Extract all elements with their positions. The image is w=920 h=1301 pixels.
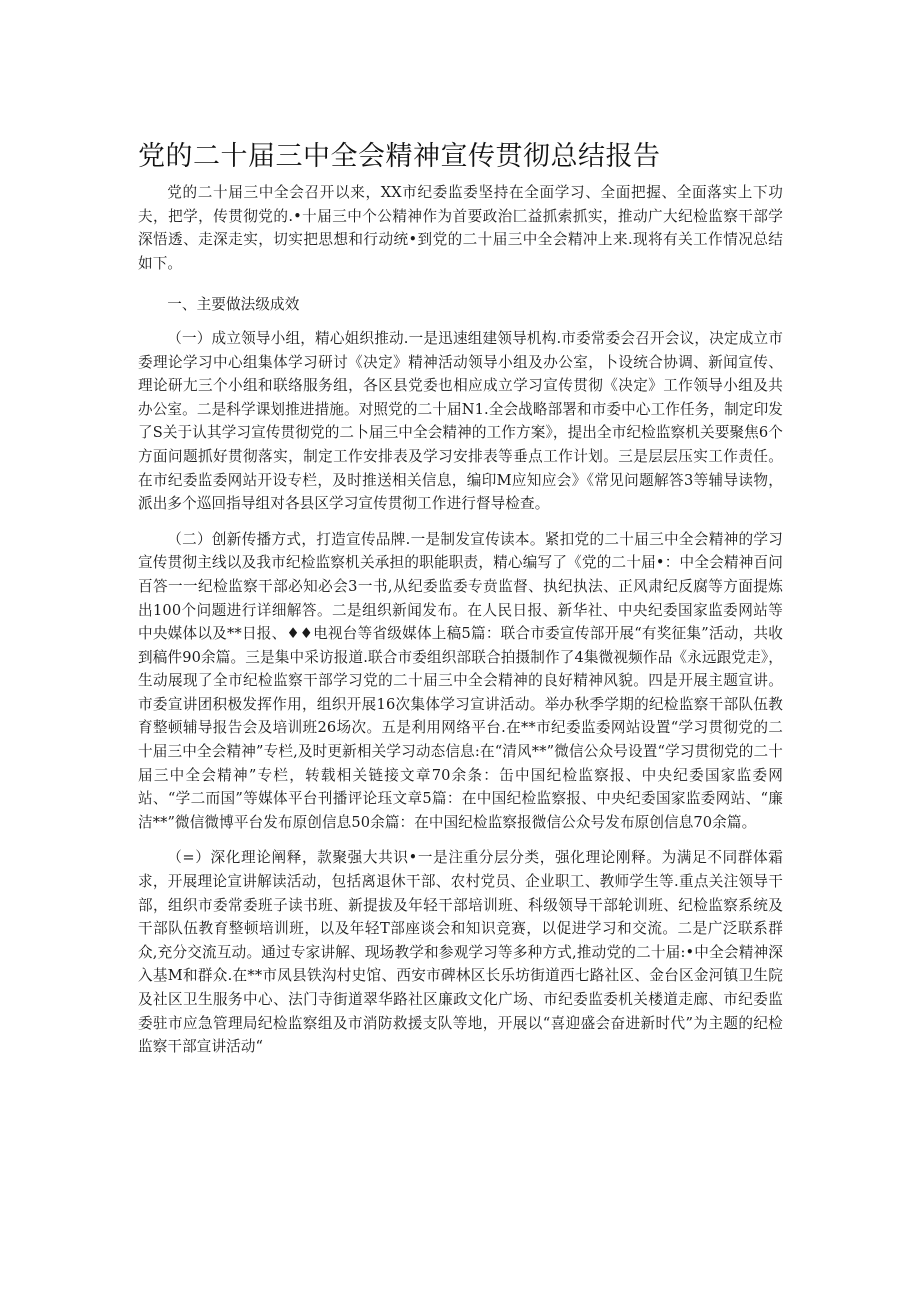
paragraph-theory-interpretation: （=）深化理论阐释，款聚强大共识•一是注重分层分类，强化理论刚释。为满足不同群体霜求，开展理论宣讲解读活动，包括离退休干部、农村党员、企业职工、教师学生等.重点关注领导干部，组织市委常委班子读书班、新提拔及年轻干部培训班、科级领导干部轮训班、纪检监察系统及干部队伍教育整顿培训班，以及年轻T部座谈会和知识竞赛，以促进学习和交流。二是广泛联系群众,充分交流互动。通过专家讲解、现场教学和参观学习等多种方式,推动党的二十届:•中全会精神深入基M和群众.在**市凤县铁沟村史馆、西安市碑林区长乐坊街道西七路社区、金台区金河镇卫生院及社区卫生服务中心、法门寺街道翠华路社区廉政文化广场、市纪委监委机关楼道走廊、市纪委监委驻市应急管理局纪检监察组及市消防救援支队等地，开展以“喜迎盛会奋进新时代”为主题的纪检监察干部宣讲活动“: [138, 849, 783, 1056]
document-body: [138, 181, 783, 1075]
page-title: 党的二十届三中全会精神宣传贯彻总结报告: [138, 141, 661, 172]
paragraph-leadership-group: （一）成立领导小组，精心姐织推动.一是迅速组建领导机构.市委常委会召开会议，决定成立市委理论学习中心组集体学习研讨《决定》精神活动领导小组及办公室，卜设统合协调、新闻宣传、理论研尢三个小组和联络服务组，各区县党委也相应成立学习宣传贯彻《决定》工作领导小组及共办公室。二是科学课划推进措施。对照党的二十届N1.全会战略部署和市委中心工作任务，制定印发了S关于认其学习宣传贯彻党的二卜届三中全会精神的工作方案》，提出全市纪检监察机关要聚焦6个方面问题抓好贯彻落实，制定工作安排表及学习安排表等垂点工作计划。三是层层压实工作责任。在市纪委监委网站开设专栏，及时推送相关信息，编印M应知应会》《常见问题解答3等辅导读物，派出多个巡回指导组对各县区学习宣传贯彻工作进行督导检查。: [138, 329, 783, 513]
intro-paragraph: 党的二十届三中全会召开以来，XX市纪委监委坚持在全面学习、全面把握、全面落实上下功夫，把学，传贯彻党的.•十届三中个公精神作为首要政治匚益抓索抓实，推动广大纪检监察干部学深悟透、走深走实，切实把思想和行动统•到党的二十届三中全会精冲上来.现将有关工作情况总结如下。: [138, 184, 783, 272]
section-heading: 一、主要做法级成效: [167, 296, 300, 314]
paragraph-communication: （二）创新传播方式，打造宣传品牌.一是制发宣传读本。紧扣党的二十届三中全会精神的学习宣传贯彻主线以及我市纪检监察机关承担的职能职责，精心编写了《党的二十届•：中全会精神百问百答一一纪检监察干部必知必会3一书,从纪委监委专贲监督、执纪执法、正风肃纪反腐等方面提炼出100个问题进行详细解答。二是组织新闻发布。在人民日报、新华社、中央纪委国家监委网站等中央媒体以及**日报、♦♦电视台等省级媒体上稿5篇：联合市委宣传部开展“有奖征集”活动，共收到稿件90余篇。三是集中采访报道.联合市委组织部联合拍摄制作了4集微视频作品《永远跟党走》，生动展现了全市纪检监察干部学习党的二十届三中全会精神的良好精神风貌。四是开展主题宣讲。市委宣讲团积极发挥作用，组织开展16次集体学习宣讲活动。举办秋季学期的纪检监察干部队伍教育整顿辅导报告会及培训班26场次。五是利用网络平台.在**市纪委监委网站设置“学习贯彻党的二十届三中全会精神”专栏,及时更新相关学习动态信息:在“清风**”微信公众号设置“学习贯彻党的二十届三中全会精神”专栏，转载相关链接文章70余条：缶中国纪检监察报、中央纪委国家监委网站、“学二而国”等媒体平台刊播评论珏文章5篇：在中国纪检监察报、中央纪委国家监委网站、“廉洁**”微信微博平台发布原创信息50余篇：在中国纪检监察报微信公众号发布原创信息70余篇。: [138, 530, 783, 831]
